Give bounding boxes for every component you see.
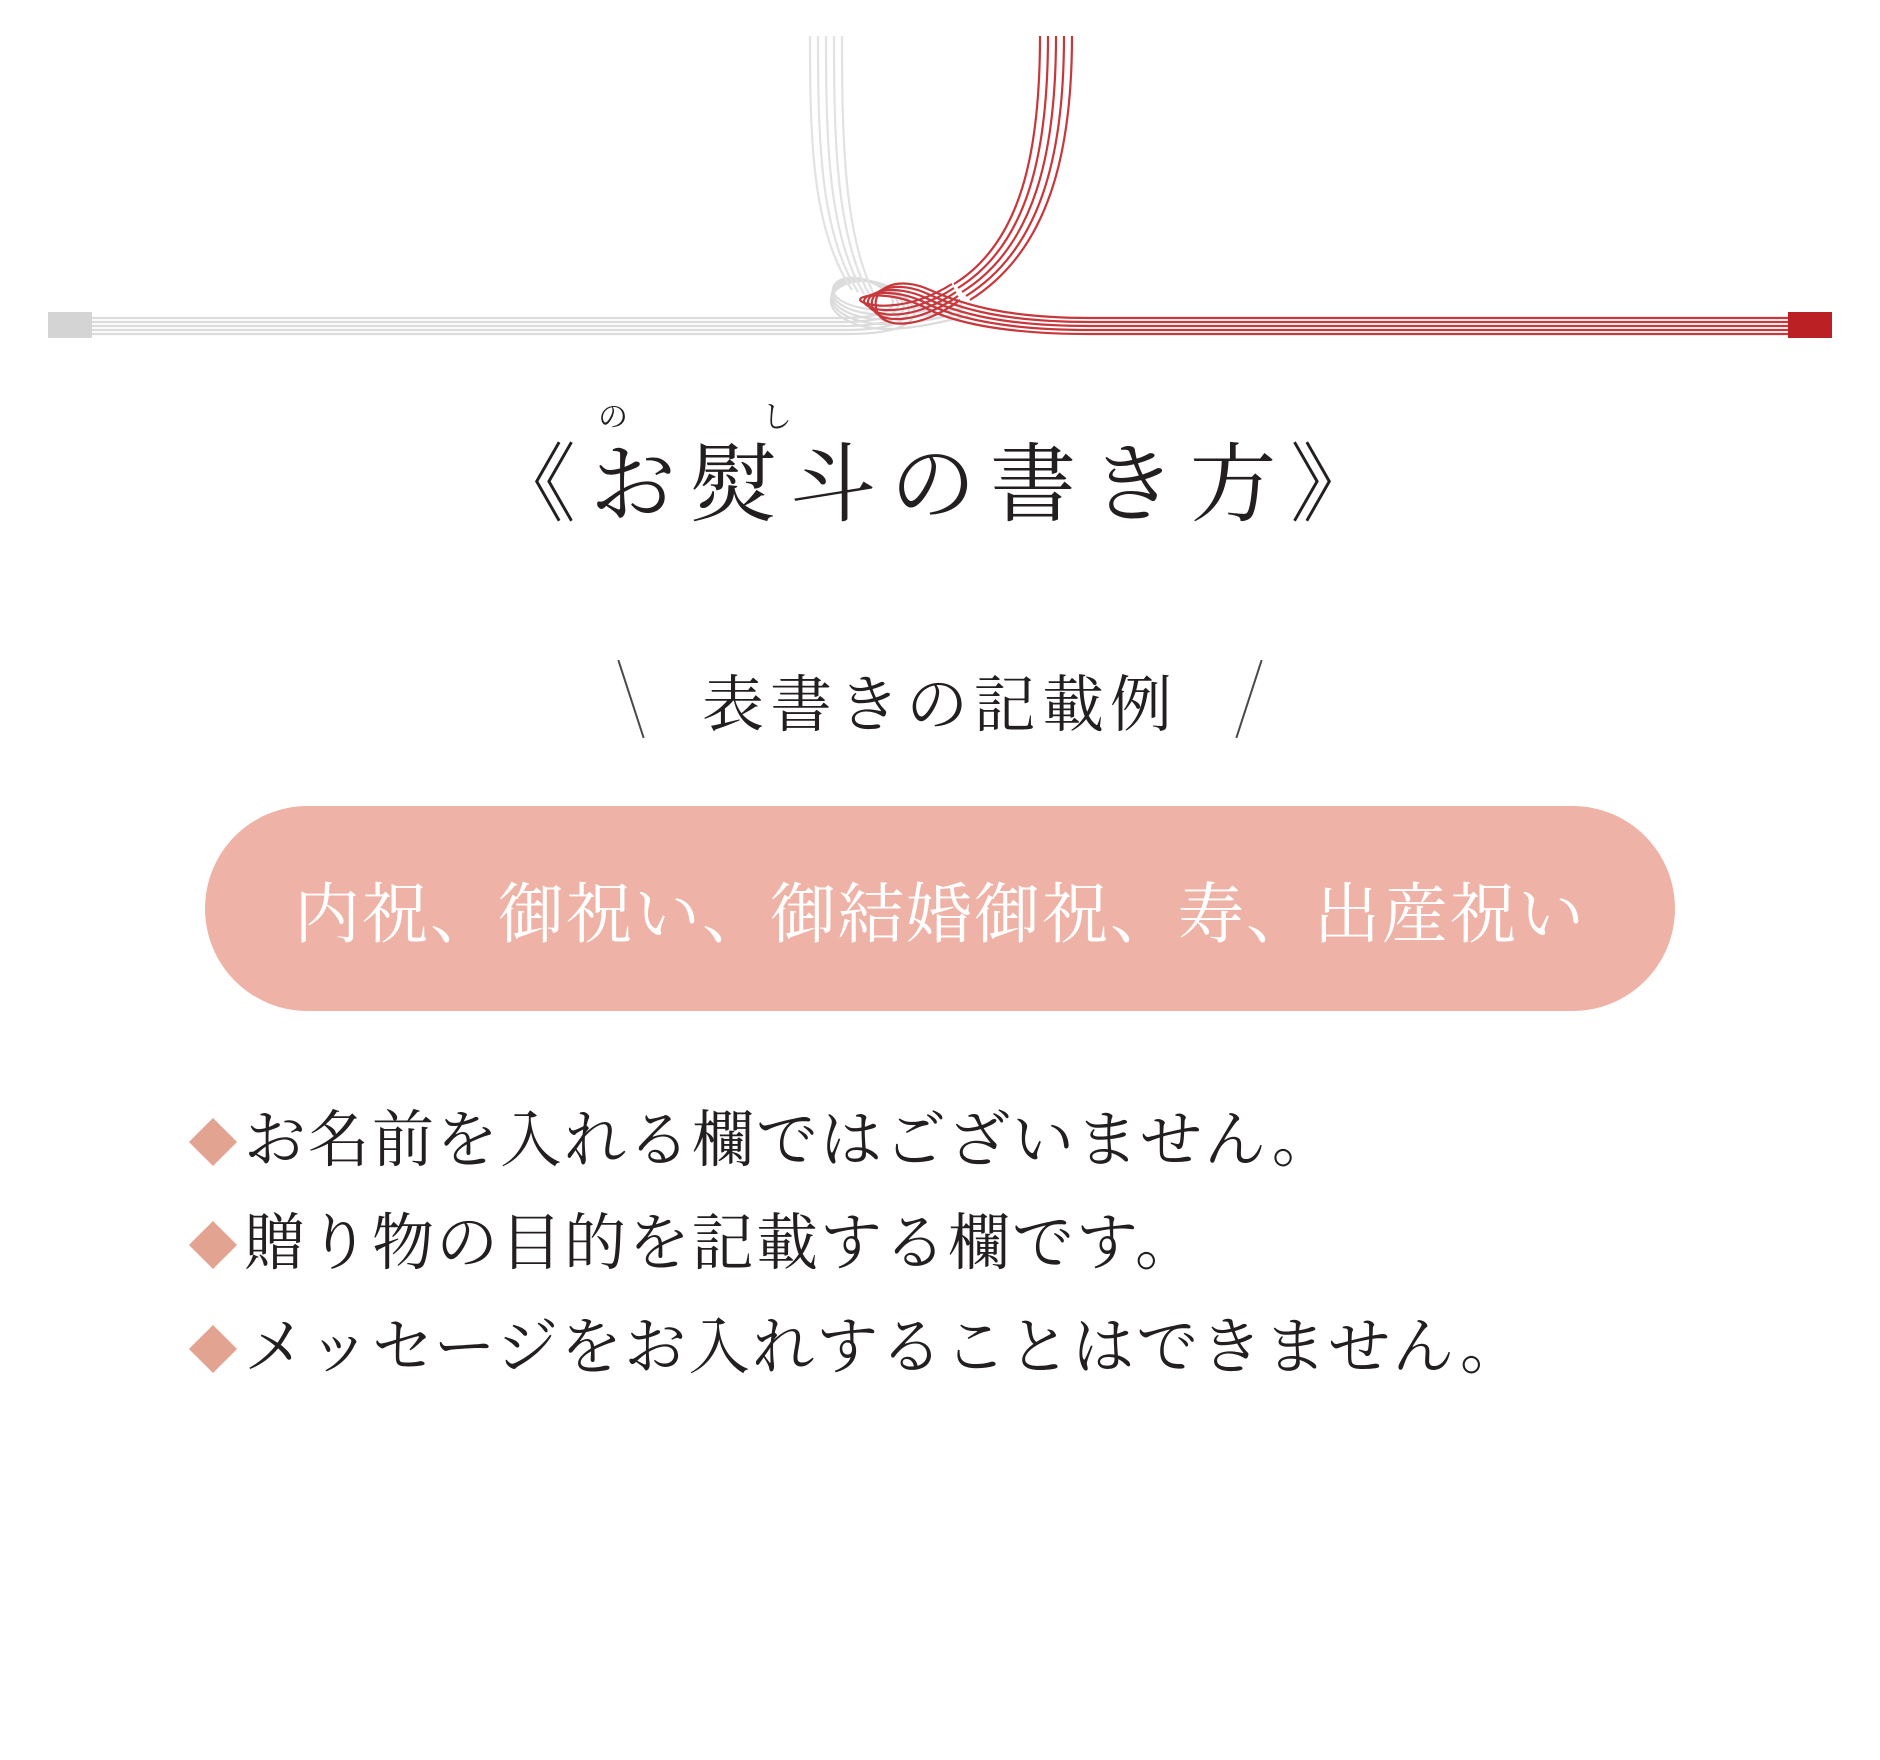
note-text: 贈り物の目的を記載する欄です。 — [244, 1210, 1200, 1279]
slash-right-icon — [1222, 662, 1276, 736]
list-item — [196, 1103, 1880, 1181]
list-item — [196, 1310, 1880, 1388]
list-item — [196, 1206, 1880, 1284]
omotegaki-examples-badge — [205, 806, 1675, 1011]
sub-heading-text: 表書きの記載例 — [701, 671, 1178, 740]
page-title: 《お熨斗の書き方》 — [490, 437, 1390, 533]
mizuhiki-red-cap — [1788, 312, 1832, 338]
ruby-shi: し — [762, 401, 792, 434]
title-block — [0, 390, 1880, 535]
omotegaki-examples-text: 内祝、御祝い、御結婚御祝、寿、出産祝い — [294, 878, 1586, 952]
mizuhiki-decoration — [0, 0, 1880, 360]
ruby-no: の — [598, 401, 628, 434]
sub-heading — [0, 655, 1880, 744]
pill-wrapper — [0, 806, 1880, 1011]
diamond-bullet-icon — [189, 1325, 237, 1373]
mizuhiki-knot-icon — [0, 0, 1880, 360]
ruby-row — [0, 390, 1880, 436]
note-text: お名前を入れる欄ではございません。 — [244, 1106, 1336, 1175]
notes-list — [0, 1103, 1880, 1388]
note-text: メッセージをお入れすることはできません。 — [244, 1313, 1525, 1382]
diamond-bullet-icon — [189, 1118, 237, 1166]
mizuhiki-silver-cap — [48, 312, 92, 338]
slash-left-icon — [604, 662, 658, 736]
diamond-bullet-icon — [189, 1221, 237, 1269]
